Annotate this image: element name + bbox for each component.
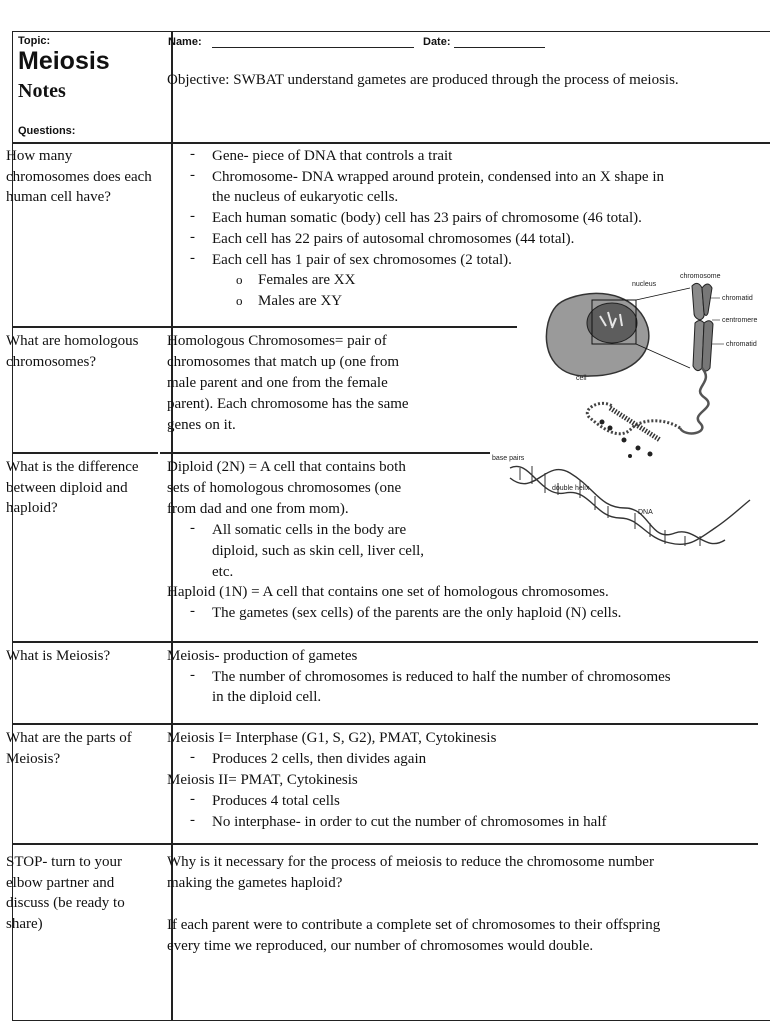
label-chromatid: chromatid — [722, 295, 753, 302]
r2-line-3: male parent and one from the female — [167, 375, 388, 391]
dash-bullet-icon: - — [190, 791, 195, 807]
row-divider-2b — [160, 452, 490, 454]
r5-line-1: Meiosis I= Interphase (G1, S, G2), PMAT, Cytokinesis — [167, 730, 497, 746]
label-double-helix: double helix — [552, 485, 590, 492]
r2-line-4: parent). Each chromosome has the same — [167, 396, 409, 412]
dash-bullet-icon: - — [190, 667, 195, 683]
r1-bullet-5: Each cell has 1 pair of sex chromosomes (2 total). — [212, 252, 512, 268]
dash-bullet-icon: - — [190, 229, 195, 245]
r3-line-4: Haploid (1N) = A cell that contains one set of homologous chromosomes. — [167, 584, 609, 600]
question-2: What are homologous chromosomes? — [6, 333, 139, 370]
dash-bullet-icon: - — [190, 167, 195, 183]
label-base-pairs: base pairs — [492, 455, 525, 462]
topic-label: Topic: — [18, 35, 51, 47]
question-6: STOP- turn to your elbow partner and discuss (be ready to share) — [6, 854, 125, 933]
page-subtitle: Notes — [18, 80, 66, 102]
dash-bullet-icon: - — [190, 749, 195, 765]
dash-bullet-icon: - — [190, 146, 195, 162]
dash-bullet-icon: - — [190, 208, 195, 224]
chromosome-dna-diagram — [490, 268, 765, 568]
r3-line-2: sets of homologous chromosomes (one — [167, 480, 402, 496]
label-cell: cell — [576, 375, 587, 382]
name-field[interactable] — [212, 38, 414, 48]
page-title: Meiosis — [18, 47, 110, 75]
label-chromatid-2: chromatid — [726, 341, 757, 348]
row-divider-3 — [12, 641, 758, 643]
header-divider — [12, 142, 770, 144]
row-divider-1 — [12, 326, 517, 328]
question-5: What are the parts of Meiosis? — [6, 730, 132, 767]
name-label: Name: — [168, 36, 202, 48]
label-chromosome: chromosome — [680, 273, 721, 280]
dash-bullet-icon: - — [190, 520, 195, 536]
r1-bullet-3: Each human somatic (body) cell has 23 pairs of chromosome (46 total). — [212, 210, 642, 226]
r3-bullet-1-cont: diploid, such as skin cell, liver cell, — [212, 543, 425, 559]
r1-bullet-1: Gene- piece of DNA that controls a trait — [212, 148, 453, 164]
r1-sub-2: Males are XY — [258, 293, 343, 309]
r6-line-1: Why is it necessary for the process of meiosis to reduce the chromosome number — [167, 854, 654, 870]
r3-line-1: Diploid (2N) = A cell that contains both — [167, 459, 406, 475]
question-3: What is the difference between diploid and haploid? — [6, 459, 139, 517]
r3-bullet-1: All somatic cells in the body are — [212, 522, 407, 538]
r6-line-2: making the gametes haploid? — [167, 875, 343, 891]
r3-bullet-2: The gametes (sex cells) of the parents are the only haploid (N) cells. — [212, 605, 622, 621]
question-4: What is Meiosis? — [6, 648, 111, 664]
r5-bullet-1: Produces 2 cells, then divides again — [212, 751, 427, 767]
r6-line-4: every time we reproduced, our number of chromosomes would double. — [167, 938, 594, 954]
r2-line-1: Homologous Chromosomes= pair of — [167, 333, 387, 349]
r4-line-1: Meiosis- production of gametes — [167, 648, 358, 664]
row-divider-2 — [12, 452, 158, 454]
r3-line-3: from dad and one from mom). — [167, 501, 349, 517]
r6-line-3: If each parent were to contribute a complete set of chromosomes to their offspring — [167, 917, 661, 933]
r5-bullet-3: No interphase- in order to cut the number of chromosomes in half — [212, 814, 607, 830]
r3-bullet-1-cont2: etc. — [212, 564, 234, 580]
r2-line-2: chromosomes that match up (one from — [167, 354, 400, 370]
r2-line-5: genes on it. — [167, 417, 236, 433]
label-centromere: centromere — [722, 317, 758, 324]
row-divider-4 — [12, 723, 758, 725]
r1-bullet-2-cont: the nucleus of eukaryotic cells. — [212, 189, 399, 205]
objective-text: Objective: SWBAT understand gametes are produced through the process of meiosis. — [167, 72, 679, 88]
r5-bullet-2: Produces 4 total cells — [212, 793, 340, 809]
date-field[interactable] — [454, 38, 545, 48]
dash-bullet-icon: - — [190, 812, 195, 828]
dash-bullet-icon: - — [190, 603, 195, 619]
r4-bullet-1-cont: in the diploid cell. — [212, 689, 322, 705]
date-label: Date: — [423, 36, 451, 48]
question-1: How many chromosomes does each human cell have? — [6, 148, 152, 206]
questions-label: Questions: — [18, 125, 76, 137]
double-helix-shape — [510, 466, 750, 546]
dash-bullet-icon: - — [190, 250, 195, 266]
r1-bullet-2: Chromosome- DNA wrapped around protein, condensed into an X shape in — [212, 169, 664, 185]
r4-bullet-1: The number of chromosomes is reduced to half the number of chromosomes — [212, 669, 671, 685]
label-nucleus: nucleus — [632, 281, 657, 288]
label-dna: DNA — [638, 509, 653, 516]
row-divider-5 — [12, 843, 758, 845]
r1-sub-1: Females are XX — [258, 272, 356, 288]
r5-line-2: Meiosis II= PMAT, Cytokinesis — [167, 772, 358, 788]
r1-bullet-4: Each cell has 22 pairs of autosomal chromosomes (44 total). — [212, 231, 575, 247]
circle-bullet-icon: o — [236, 293, 243, 308]
circle-bullet-icon: o — [236, 272, 243, 287]
